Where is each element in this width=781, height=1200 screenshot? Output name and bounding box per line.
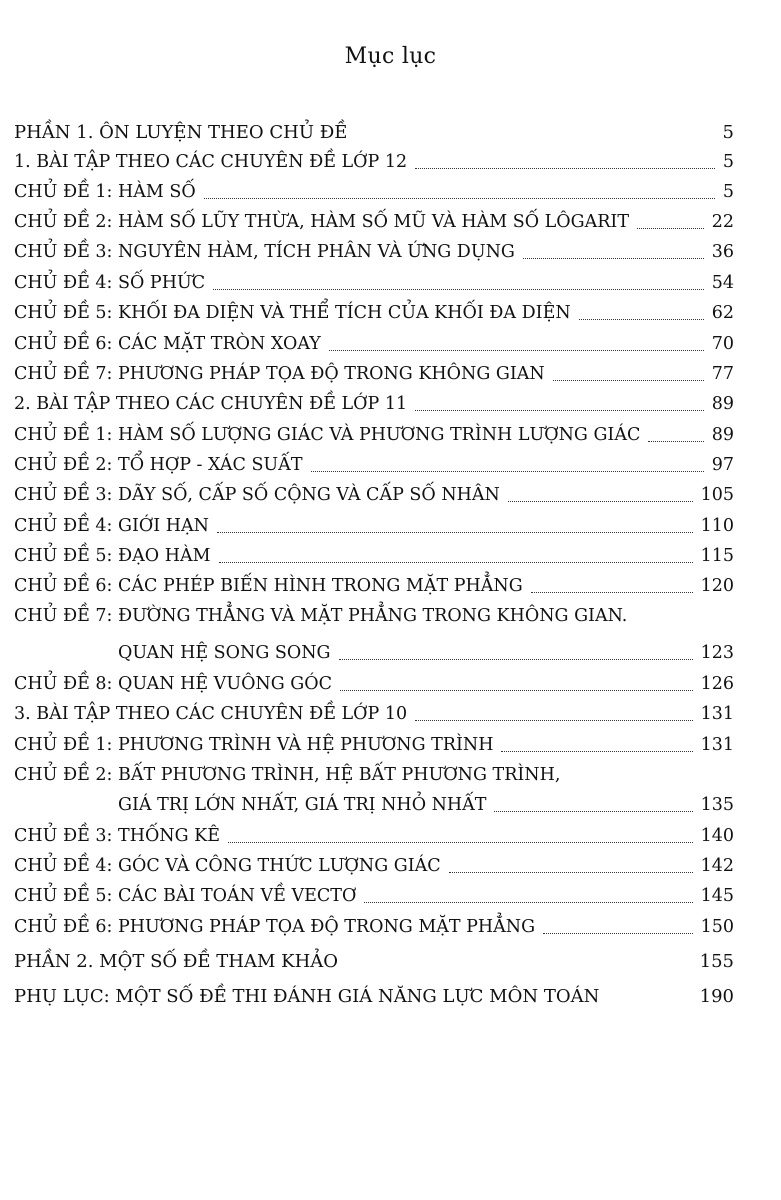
- toc-entry-page: 120: [700, 576, 734, 596]
- toc-entry-label: QUAN HỆ SONG SONG: [118, 643, 331, 663]
- toc-entry[interactable]: [0, 912, 781, 942]
- dot-leader: [553, 380, 704, 381]
- toc-entry-label: PHẦN 1. ÔN LUYỆN THEO CHỦ ĐỀ: [14, 122, 348, 143]
- toc-entry[interactable]: [0, 177, 781, 207]
- toc-entry-label: GIÁ TRỊ LỚN NHẤT, GIÁ TRỊ NHỎ NHẤT: [118, 795, 487, 815]
- toc-entry[interactable]: [0, 450, 781, 480]
- toc-entry-page: 105: [700, 485, 734, 505]
- toc-entry-page: 54: [711, 273, 734, 293]
- dot-leader: [637, 228, 704, 229]
- toc-entry-page: 89: [711, 394, 734, 414]
- toc-entry-label: CHỦ ĐỀ 5: ĐẠO HÀM: [14, 546, 211, 566]
- toc-entry-page: 190: [699, 986, 734, 1007]
- toc-entry-label: CHỦ ĐỀ 8: QUAN HỆ VUÔNG GÓC: [14, 674, 332, 694]
- toc-entry-label: CHỦ ĐỀ 3: THỐNG KÊ: [14, 826, 221, 846]
- toc-entry-page: 131: [700, 704, 734, 724]
- toc-entry[interactable]: [0, 207, 781, 237]
- toc-entry-page: 145: [700, 886, 734, 906]
- toc-entry[interactable]: [0, 669, 781, 699]
- toc-entry-label: CHỦ ĐỀ 2: BẤT PHƯƠNG TRÌNH, HỆ BẤT PHƯƠNG TRÌNH,: [14, 765, 561, 785]
- toc-entry-page: 110: [700, 516, 734, 536]
- toc-entry-label: CHỦ ĐỀ 3: DÃY SỐ, CẤP SỐ CỘNG VÀ CẤP SỐ NHÂN: [14, 485, 500, 505]
- toc-entry-page: 115: [700, 546, 734, 566]
- toc-entry-label: CHỦ ĐỀ 2: HÀM SỐ LŨY THỪA, HÀM SỐ MŨ VÀ HÀM SỐ LÔGARIT: [14, 212, 630, 232]
- toc-entry-label: 1. BÀI TẬP THEO CÁC CHUYÊN ĐỀ LỚP 12: [14, 152, 408, 172]
- toc-entry-page: 36: [711, 242, 734, 262]
- toc-entry-page: 70: [711, 334, 734, 354]
- toc-entry-label: CHỦ ĐỀ 5: KHỐI ĐA DIỆN VÀ THỂ TÍCH CỦA KHỐI ĐA DIỆN: [14, 303, 571, 323]
- toc-entry-page: 126: [700, 674, 734, 694]
- dot-leader: [415, 410, 704, 411]
- toc-entry[interactable]: [0, 359, 781, 389]
- toc-entry-page: 5: [722, 152, 734, 172]
- dot-leader: [364, 902, 693, 903]
- toc-entry-page: 89: [711, 425, 734, 445]
- toc-section-entry[interactable]: [0, 699, 781, 729]
- dot-leader: [523, 258, 704, 259]
- dot-leader: [508, 501, 693, 502]
- toc-entry-page: 97: [711, 455, 734, 475]
- page-title: Mục lục: [344, 44, 437, 69]
- toc-entry-label: CHỦ ĐỀ 7: PHƯƠNG PHÁP TỌA ĐỘ TRONG KHÔNG GIAN: [14, 364, 545, 384]
- toc-entry-page: 150: [700, 917, 734, 937]
- toc-section-entry[interactable]: [0, 147, 781, 177]
- dot-leader: [311, 471, 704, 472]
- toc-part-entry[interactable]: [0, 118, 781, 148]
- toc-entry-label: PHẦN 2. MỘT SỐ ĐỀ THAM KHẢO: [14, 951, 339, 972]
- toc-entry[interactable]: [0, 571, 781, 601]
- toc-entry-label: CHỦ ĐỀ 1: HÀM SỐ LƯỢNG GIÁC VÀ PHƯƠNG TRÌNH LƯỢNG GIÁC: [14, 425, 641, 445]
- toc-part-entry[interactable]: [0, 947, 781, 977]
- dot-leader: [228, 842, 693, 843]
- toc-entry-page: 123: [700, 643, 734, 663]
- dot-leader: [415, 720, 693, 721]
- dot-leader: [648, 441, 704, 442]
- dot-leader: [340, 690, 693, 691]
- toc-entry[interactable]: [0, 480, 781, 510]
- toc-entry-label: CHỦ ĐỀ 1: PHƯƠNG TRÌNH VÀ HỆ PHƯƠNG TRÌNH: [14, 735, 494, 755]
- toc-entry-label: CHỦ ĐỀ 4: SỐ PHỨC: [14, 273, 206, 293]
- dot-leader: [494, 811, 693, 812]
- toc-entry-page: 77: [711, 364, 734, 384]
- toc-entry[interactable]: [0, 638, 781, 668]
- toc-entry-label: CHỦ ĐỀ 6: CÁC MẶT TRÒN XOAY: [14, 334, 321, 354]
- toc-entry[interactable]: [0, 541, 781, 571]
- toc-entry-label: CHỦ ĐỀ 6: PHƯƠNG PHÁP TỌA ĐỘ TRONG MẶT PHẲNG: [14, 917, 536, 937]
- dot-leader: [217, 532, 693, 533]
- toc-entry[interactable]: [0, 237, 781, 267]
- dot-leader: [415, 168, 715, 169]
- dot-leader: [329, 350, 704, 351]
- dot-leader: [579, 319, 704, 320]
- dot-leader: [449, 872, 693, 873]
- toc-entry-label: 3. BÀI TẬP THEO CÁC CHUYÊN ĐỀ LỚP 10: [14, 704, 408, 724]
- toc-entry[interactable]: [0, 298, 781, 328]
- dot-leader: [543, 933, 693, 934]
- toc-entry-label: CHỦ ĐỀ 6: CÁC PHÉP BIẾN HÌNH TRONG MẶT PHẲNG: [14, 576, 523, 596]
- dot-leader: [339, 659, 693, 660]
- toc-entry[interactable]: [0, 821, 781, 851]
- dot-leader: [531, 592, 693, 593]
- toc-entry-page: 22: [711, 212, 734, 232]
- toc-entry-label: CHỦ ĐỀ 3: NGUYÊN HÀM, TÍCH PHÂN VÀ ỨNG DỤNG: [14, 242, 515, 262]
- toc-entry-page: 131: [700, 735, 734, 755]
- toc-entry[interactable]: [0, 790, 781, 820]
- toc-entry-label: CHỦ ĐỀ 2: TỔ HỢP - XÁC SUẤT: [14, 455, 303, 475]
- toc-entry[interactable]: [0, 851, 781, 881]
- toc-entry[interactable]: [0, 760, 781, 790]
- toc-entry-page: 140: [700, 826, 734, 846]
- toc-entry-label: CHỦ ĐỀ 1: HÀM SỐ: [14, 182, 196, 202]
- toc-entry-label: CHỦ ĐỀ 5: CÁC BÀI TOÁN VỀ VECTƠ: [14, 886, 357, 906]
- dot-leader: [501, 751, 693, 752]
- dot-leader: [219, 562, 693, 563]
- toc-entry-label: CHỦ ĐỀ 7: ĐƯỜNG THẲNG VÀ MẶT PHẲNG TRONG KHÔNG GIAN.: [14, 606, 628, 626]
- toc-part-entry[interactable]: [0, 982, 781, 1012]
- toc-entry[interactable]: [0, 329, 781, 359]
- toc-entry-label: 2. BÀI TẬP THEO CÁC CHUYÊN ĐỀ LỚP 11: [14, 394, 408, 414]
- toc-entry[interactable]: [0, 268, 781, 298]
- toc-section-entry[interactable]: [0, 389, 781, 419]
- toc-entry[interactable]: [0, 881, 781, 911]
- toc-entry-label: CHỦ ĐỀ 4: GÓC VÀ CÔNG THỨC LƯỢNG GIÁC: [14, 856, 441, 876]
- toc-entry-page: 5: [722, 122, 734, 143]
- toc-entry[interactable]: [0, 511, 781, 541]
- toc-entry[interactable]: [0, 420, 781, 450]
- toc-entry-page: 142: [700, 856, 734, 876]
- toc-entry-label: PHỤ LỤC: MỘT SỐ ĐỀ THI ĐÁNH GIÁ NĂNG LỰC MÔN TOÁN: [14, 986, 600, 1007]
- dot-leader: [213, 289, 704, 290]
- toc-entry-label: CHỦ ĐỀ 4: GIỚI HẠN: [14, 516, 209, 536]
- toc-entry-page: 135: [700, 795, 734, 815]
- toc-entry[interactable]: [0, 730, 781, 760]
- toc-entry-page: 155: [699, 951, 734, 972]
- toc-entry-page: 62: [711, 303, 734, 323]
- dot-leader: [204, 198, 715, 199]
- toc-entry[interactable]: [0, 601, 781, 631]
- toc-entry-page: 5: [722, 182, 734, 202]
